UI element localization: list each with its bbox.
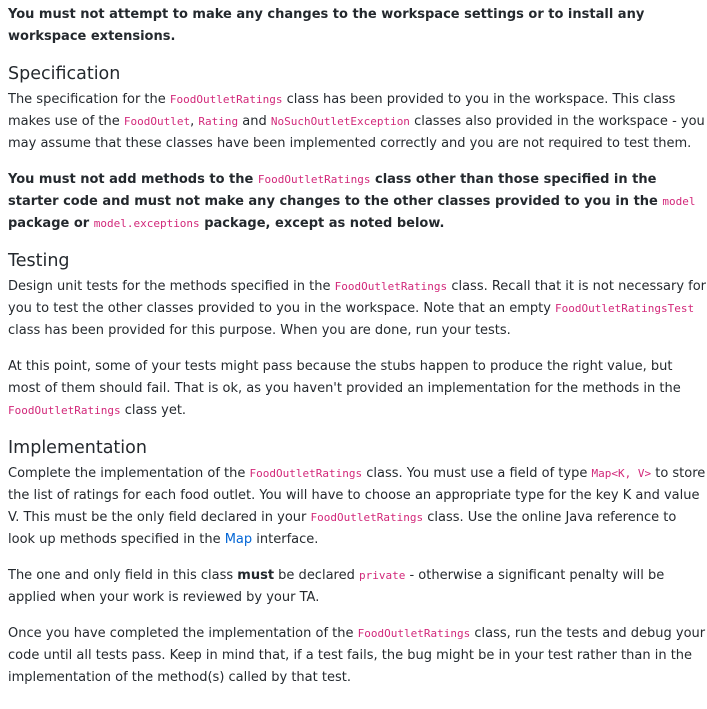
testing-paragraph: Design unit tests for the methods specified in the FoodOutletRatings class. Recall that it is not necessary for you to test the other classes provided to you in the workspace. Note that an empty FoodOutletRatingsTest class has been provided for this purpose. When you are done, run your tests. [8, 279, 707, 338]
code-food-outlet: FoodOutlet [123, 115, 191, 128]
code-food-outlet-ratings: FoodOutletRatings [8, 404, 121, 417]
code-no-such-outlet-exception: NoSuchOutletException [270, 115, 410, 128]
code-model: model [662, 195, 696, 208]
specification-restriction: You must not add methods to the FoodOutletRatings class other than those specified in the starter code and must not make any changes to the other classes provided to you in the model package or model.exceptions package, except as noted below. [8, 172, 696, 231]
code-food-outlet-ratings: FoodOutletRatings [249, 467, 363, 480]
code-private: private [358, 569, 406, 582]
testing-heading: Testing [8, 251, 70, 271]
must-emphasis: must [237, 568, 275, 583]
code-model-exceptions: model.exceptions [93, 217, 200, 230]
map-interface-link[interactable]: Map [224, 532, 253, 547]
private-field-note: The one and only field in this class must be declared private - otherwise a significant penalty will be applied when your work is reviewed by your TA. [8, 568, 665, 605]
testing-note: At this point, some of your tests might pass because the stubs happen to produce the right value, but most of them should fail. That is ok, as you haven't provided an implementation for the methods in the FoodOutletRatings class yet. [8, 359, 681, 418]
code-food-outlet-ratings: FoodOutletRatings [334, 280, 448, 293]
code-food-outlet-ratings: FoodOutletRatings [310, 511, 424, 524]
workspace-warning: You must not attempt to make any changes to the workspace settings or to install any workspace extensions. [8, 7, 645, 44]
code-rating: Rating [198, 115, 239, 128]
code-food-outlet-ratings-test: FoodOutletRatingsTest [555, 302, 695, 315]
code-food-outlet-ratings: FoodOutletRatings [169, 93, 283, 106]
code-food-outlet-ratings: FoodOutletRatings [357, 627, 471, 640]
specification-paragraph: The specification for the FoodOutletRatings class has been provided to you in the workspace. This class makes use of the FoodOutlet, Rating and NoSuchOutletException classes also provided in the workspace - you may assume that these classes have been implemented correctly and you are not required to test them. [8, 92, 705, 151]
implementation-paragraph: Complete the implementation of the FoodOutletRatings class. You must use a field of type Map<K, V> to store the list of ratings for each food outlet. You will have to choose an appropriate type for the key K and value V. This must be the only field declared in your FoodOutletRatings class. Use the online Java reference to look up methods specified in the Map interface. [8, 466, 706, 547]
specification-heading: Specification [8, 64, 121, 84]
debug-paragraph: Once you have completed the implementation of the FoodOutletRatings class, run the tests and debug your code until all tests pass. Keep in mind that, if a test fails, the bug might be in your test rather than in the implementation of the method(s) called by that test. [8, 626, 706, 685]
implementation-heading: Implementation [8, 438, 147, 458]
code-map-type: Map<K, V> [591, 467, 652, 480]
code-food-outlet-ratings: FoodOutletRatings [257, 173, 371, 186]
